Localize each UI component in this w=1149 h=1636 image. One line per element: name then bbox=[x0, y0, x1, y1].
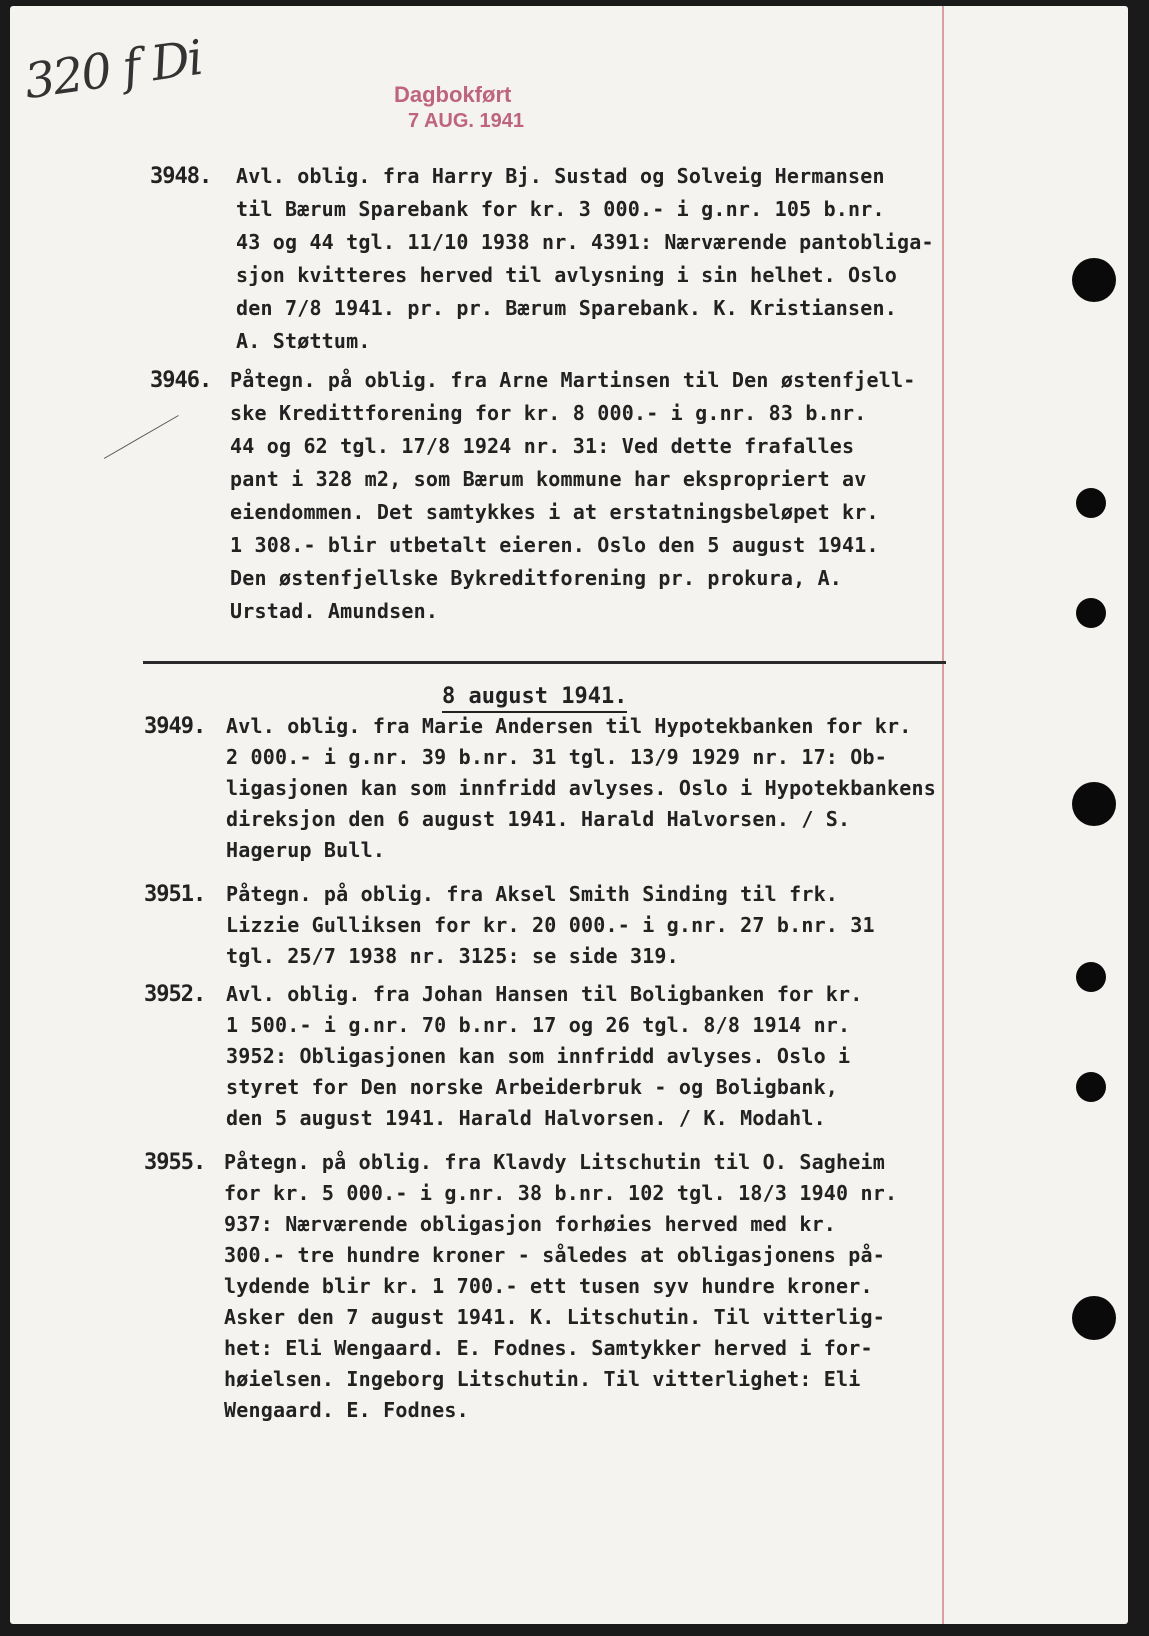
entry-line: til Bærum Sparebank for kr. 3 000.- i g.nr. 105 b.nr. bbox=[236, 197, 885, 221]
entry-line: Påtegn. på oblig. fra Aksel Smith Sinding til frk. bbox=[226, 882, 839, 906]
entry-line: Avl. oblig. fra Johan Hansen til Boligbanken for kr. bbox=[226, 982, 863, 1006]
entry-line: 300.- tre hundre kroner - således at obligasjonens på- bbox=[224, 1243, 886, 1267]
page-number-note: 320 f Di bbox=[20, 29, 205, 111]
entry-line: het: Eli Wengaard. E. Fodnes. Samtykker herved i for- bbox=[224, 1336, 873, 1360]
entry-line: Påtegn. på oblig. fra Arne Martinsen til Den østenfjell- bbox=[230, 368, 916, 392]
binder-hole bbox=[1072, 782, 1116, 826]
entry-line: Den østenfjellske Bykreditforening pr. prokura, A. bbox=[230, 566, 843, 590]
entry-line: 1 308.- blir utbetalt eieren. Oslo den 5 august 1941. bbox=[230, 533, 879, 557]
entry-line: direksjon den 6 august 1941. Harald Halvorsen. / S. bbox=[226, 807, 851, 831]
entry-line: Hagerup Bull. bbox=[226, 838, 386, 862]
entry-line: 43 og 44 tgl. 11/10 1938 nr. 4391: Nærværende pantobliga- bbox=[236, 230, 934, 254]
entry-line: styret for Den norske Arbeiderbruk - og Boligbank, bbox=[226, 1075, 839, 1099]
registration-stamp bbox=[394, 82, 554, 134]
entry-line: Påtegn. på oblig. fra Klavdy Litschutin til O. Sagheim bbox=[224, 1150, 886, 1174]
entry-line: A. Støttum. bbox=[236, 329, 371, 353]
entry-number: 3948. bbox=[150, 164, 212, 189]
entry-line: ske Kredittforening for kr. 8 000.- i g.nr. 83 b.nr. bbox=[230, 401, 867, 425]
binder-hole bbox=[1076, 598, 1106, 628]
binder-hole bbox=[1076, 488, 1106, 518]
entry-line: Avl. oblig. fra Marie Andersen til Hypotekbanken for kr. bbox=[226, 714, 912, 738]
date-heading: 8 august 1941. bbox=[442, 684, 627, 713]
entry-line: ligasjonen kan som innfridd avlyses. Oslo i Hypotekbankens bbox=[226, 776, 936, 800]
document-page bbox=[10, 6, 1128, 1624]
entry-line: høielsen. Ingeborg Litschutin. Til vitterlighet: Eli bbox=[224, 1367, 861, 1391]
entry-line: den 5 august 1941. Harald Halvorsen. / K. Modahl. bbox=[226, 1106, 826, 1130]
binder-hole bbox=[1072, 258, 1116, 302]
pencil-tick-mark bbox=[104, 415, 179, 459]
entry-number: 3949. bbox=[144, 714, 206, 739]
entry-line: Lizzie Gulliksen for kr. 20 000.- i g.nr. 27 b.nr. 31 bbox=[226, 913, 875, 937]
stamp-date: 7 AUG. 1941 bbox=[408, 110, 524, 132]
entry-line: lydende blir kr. 1 700.- ett tusen syv hundre kroner. bbox=[224, 1274, 873, 1298]
entry-number: 3952. bbox=[144, 982, 206, 1007]
entry-line: for kr. 5 000.- i g.nr. 38 b.nr. 102 tgl. 18/3 1940 nr. bbox=[224, 1181, 898, 1205]
entry-number: 3951. bbox=[144, 882, 206, 907]
entry-line: pant i 328 m2, som Bærum kommune har ekspropriert av bbox=[230, 467, 867, 491]
margin-rule bbox=[942, 6, 944, 1624]
entry-line: eiendommen. Det samtykkes i at erstatningsbeløpet kr. bbox=[230, 500, 879, 524]
entry-line: tgl. 25/7 1938 nr. 3125: se side 319. bbox=[226, 944, 679, 968]
entry-line: Wengaard. E. Fodnes. bbox=[224, 1398, 469, 1422]
entry-line: Avl. oblig. fra Harry Bj. Sustad og Solveig Hermansen bbox=[236, 164, 885, 188]
entry-line: Urstad. Amundsen. bbox=[230, 599, 439, 623]
entry-line: sjon kvitteres herved til avlysning i sin helhet. Oslo bbox=[236, 263, 898, 287]
binder-hole bbox=[1076, 1072, 1106, 1102]
entry-line: 3952: Obligasjonen kan som innfridd avlyses. Oslo i bbox=[226, 1044, 851, 1068]
entry-line: 2 000.- i g.nr. 39 b.nr. 31 tgl. 13/9 1929 nr. 17: Ob- bbox=[226, 745, 888, 769]
entry-line: 937: Nærværende obligasjon forhøies herved med kr. bbox=[224, 1212, 837, 1236]
binder-hole bbox=[1072, 1296, 1116, 1340]
entry-line: 44 og 62 tgl. 17/8 1924 nr. 31: Ved dette frafalles bbox=[230, 434, 855, 458]
section-divider bbox=[143, 661, 946, 664]
entry-number: 3955. bbox=[144, 1150, 206, 1175]
stamp-label: Dagbokført bbox=[394, 82, 512, 107]
binder-hole bbox=[1076, 962, 1106, 992]
entry-line: 1 500.- i g.nr. 70 b.nr. 17 og 26 tgl. 8/8 1914 nr. bbox=[226, 1013, 851, 1037]
entry-number: 3946. bbox=[150, 368, 212, 393]
entry-line: Asker den 7 august 1941. K. Litschutin. Til vitterlig- bbox=[224, 1305, 886, 1329]
entry-line: den 7/8 1941. pr. pr. Bærum Sparebank. K. Kristiansen. bbox=[236, 296, 898, 320]
